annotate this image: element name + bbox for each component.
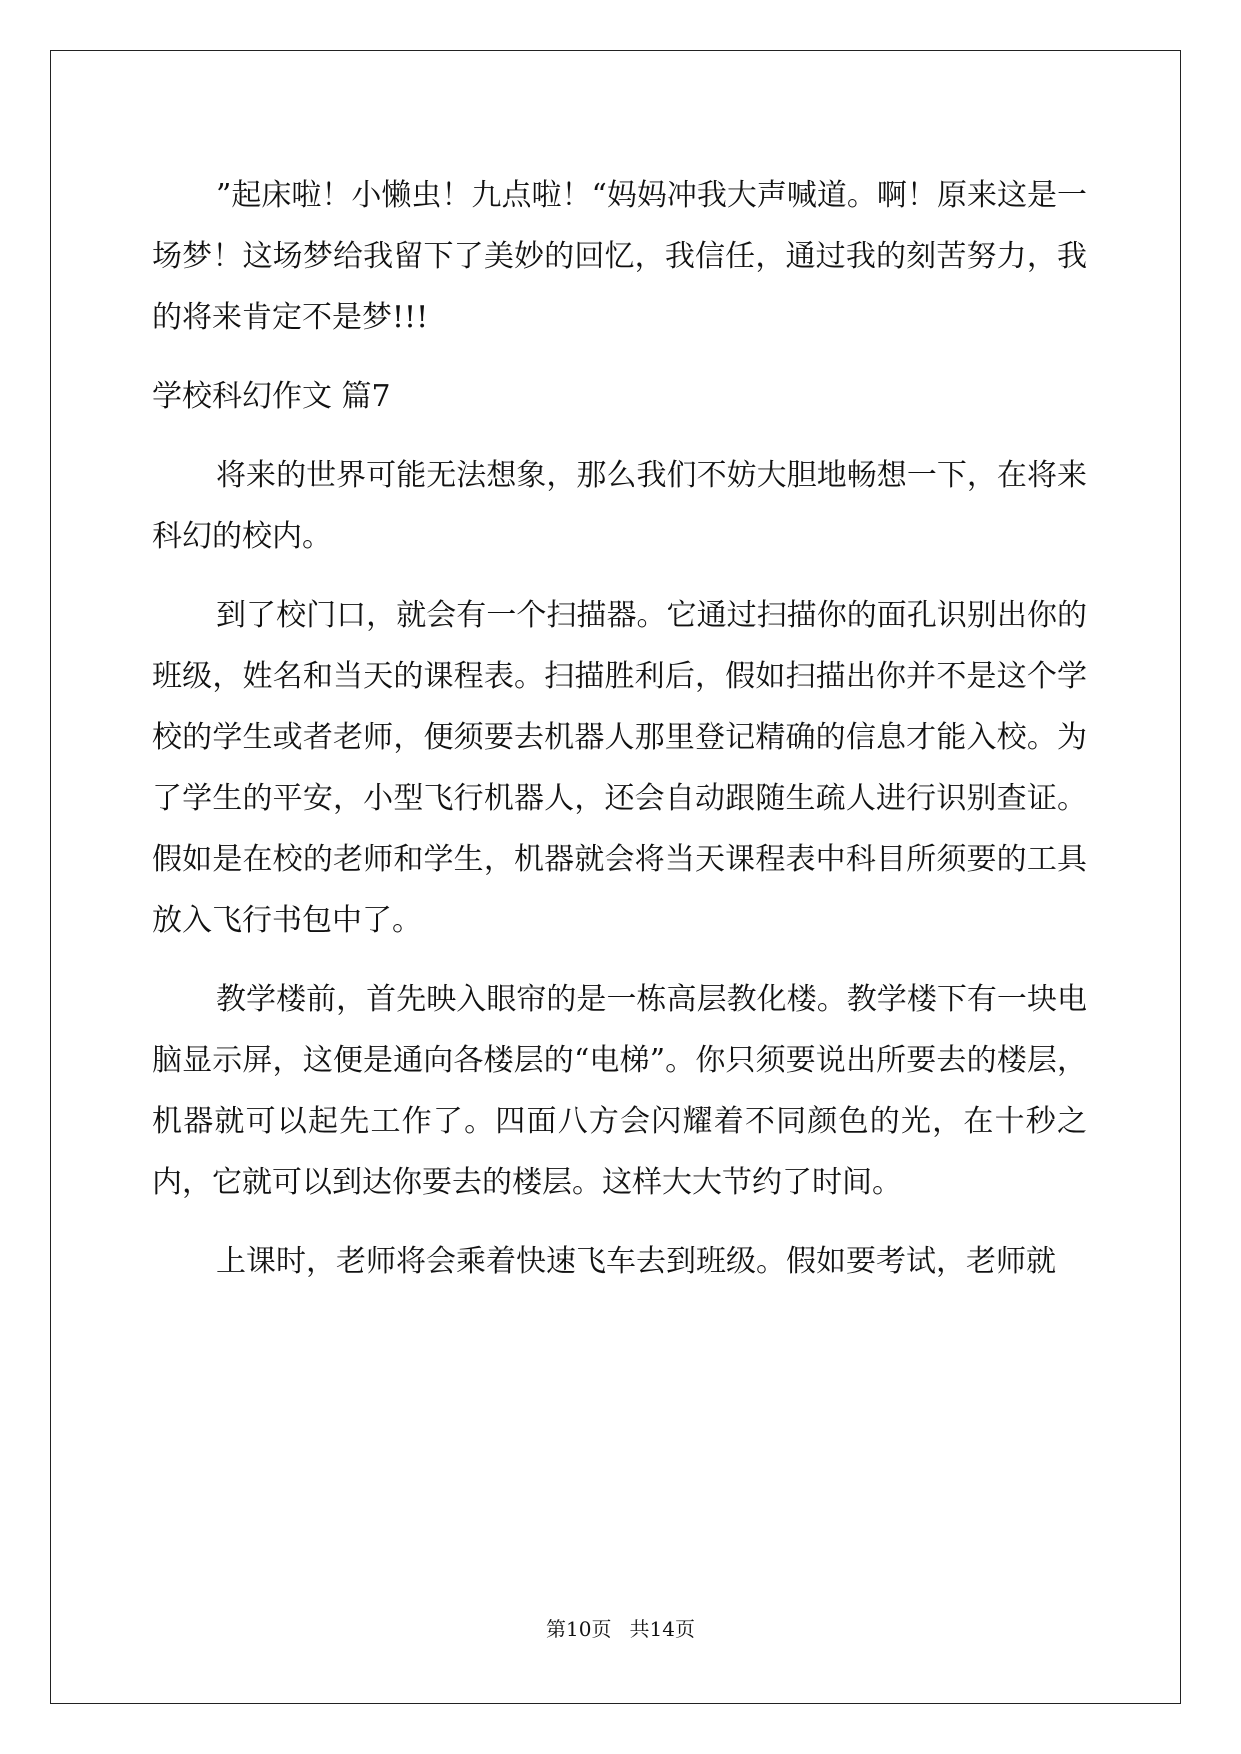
section-title: 学校科幻作文 篇7	[152, 379, 391, 414]
paragraph: 将来的世界可能无法想象，那么我们不妨大胆地畅想一下，在将来科幻的校内。	[152, 458, 1087, 554]
page-number: 第10页	[546, 1617, 612, 1641]
page-footer	[0, 1613, 1241, 1642]
paragraph-intro: ”起床啦！小懒虫！九点啦！“妈妈冲我大声喊道。啊！原来这是一场梦！这场梦给我留下了美妙的回忆，我信任，通过我的刻苦努力，我的将来肯定不是梦!!!	[152, 178, 1087, 335]
document-body	[152, 165, 1087, 1310]
page-total: 共14页	[629, 1617, 695, 1641]
paragraph: 上课时，老师将会乘着快速飞车去到班级。假如要考试，老师就	[216, 1244, 1056, 1279]
paragraph: 到了校门口，就会有一个扫描器。它通过扫描你的面孔识别出你的班级，姓名和当天的课程表。扫描胜利后，假如扫描出你并不是这个学校的学生或者老师，便须要去机器人那里登记精确的信息才能入校。为了学生的平安，小型飞行机器人，还会自动跟随生疏人进行识别查证。假如是在校的老师和学生，机器就会将当天课程表中科目所须要的工具放入飞行书包中了。	[152, 598, 1087, 938]
paragraph: 教学楼前，首先映入眼帘的是一栋高层教化楼。教学楼下有一块电脑显示屏，这便是通向各楼层的“电梯”。你只须要说出所要去的楼层，机器就可以起先工作了。四面八方会闪耀着不同颜色的光，在十秒之内，它就可以到达你要去的楼层。这样大大节约了时间。	[152, 982, 1087, 1200]
